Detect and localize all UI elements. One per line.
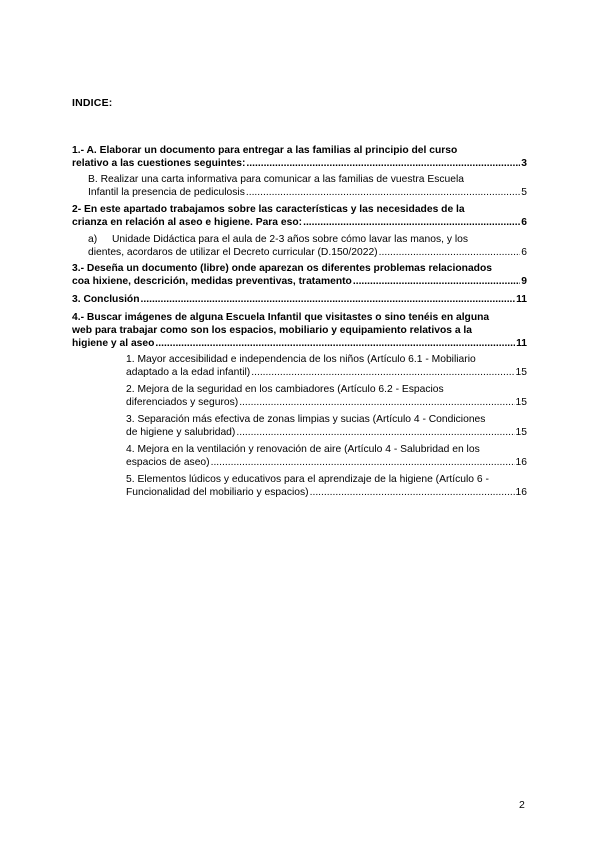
toc-entry-text: coa hixiene, descrición, medidas preventivas, tratamento [72, 276, 352, 287]
toc-page-number: 16 [515, 457, 527, 468]
toc-subentry-3[interactable] [126, 413, 527, 439]
toc-entry-1a[interactable] [72, 144, 527, 170]
toc-entry-text: 2- En este apartado trabajamos sobre las características y las necesidades de la [72, 204, 465, 215]
toc-entry-text: B. Realizar una carta informativa para comunicar a las familias de vuestra Escuela [88, 174, 465, 185]
toc-entry-text: higiene y al aseo [72, 338, 155, 349]
toc-entry-3[interactable] [72, 262, 527, 288]
toc-entry-2[interactable] [72, 203, 527, 229]
toc-entry-text: 4.- Buscar imágenes de alguna Escuela Infantil que visitastes o sino tenéis en alguna [72, 312, 490, 323]
toc-subentry-2[interactable] [126, 383, 527, 409]
dot-leader [251, 366, 514, 379]
toc-page-number: 11 [516, 294, 527, 305]
toc-entry-text: 3. Conclusión [72, 294, 140, 305]
toc-entry-prefix: a) [88, 234, 98, 245]
toc-entry-text: adaptado a la edad infantil) [126, 367, 251, 378]
index-heading: INDICE: [72, 97, 113, 109]
toc-page-number: 11 [516, 338, 527, 349]
toc-page-number: 15 [515, 367, 527, 378]
toc-entry-text: 1. Mayor accesibilidad e independencia de los niños (Artículo 6.1 - Mobiliario [126, 354, 476, 365]
toc-entry-text: 1.- A. Elaborar un documento para entregar a las familias al principio del curso [72, 145, 458, 156]
toc-page-number: 9 [521, 276, 527, 287]
toc-entry-text: Funcionalidad del mobiliario y espacios) [126, 487, 309, 498]
toc-entry-2a[interactable] [88, 233, 527, 259]
toc-entry-conclusion[interactable] [72, 293, 527, 306]
toc-page-number: 6 [521, 217, 527, 228]
dot-leader [211, 456, 515, 469]
toc-entry-text: relativo a las cuestiones seguintes: [72, 158, 246, 169]
toc-entry-text: web para trabajar como son los espacios, mobiliario y equipamiento relativos a la [72, 325, 472, 336]
dot-leader [141, 293, 516, 306]
dot-leader [379, 246, 521, 259]
toc-entry-4[interactable] [72, 311, 527, 350]
toc-entry-text: dientes, acordaros de utilizar el Decreto curricular (D.150/2022) [88, 247, 378, 258]
toc-page-number: 3 [521, 158, 527, 169]
toc-entry-text: crianza en relación al aseo e higiene. Para eso: [72, 217, 303, 228]
toc-entry-text: 4. Mejora en la ventilación y renovación de aire (Artículo 4 - Salubridad en los [126, 444, 480, 455]
toc-entry-text: 5. Elementos lúdicos y educativos para el aprendizaje de la higiene (Artículo 6 - [126, 474, 489, 485]
toc-page-number: 6 [521, 247, 527, 258]
toc-entry-text: 2. Mejora de la seguridad en los cambiadores (Artículo 6.2 - Espacios [126, 384, 444, 395]
toc-page-number: 5 [521, 187, 527, 198]
toc-entry-1b[interactable] [88, 173, 527, 199]
toc-page-number: 16 [515, 487, 527, 498]
toc-page-number: 15 [515, 427, 527, 438]
toc-entry-text: de higiene y salubridad) [126, 427, 236, 438]
dot-leader [236, 426, 514, 439]
dot-leader [246, 157, 520, 170]
toc-entry-text: espacios de aseo) [126, 457, 210, 468]
toc-entry-text: Infantil la presencia de pediculosis [88, 187, 245, 198]
page-number: 2 [519, 799, 525, 811]
toc-subentry-5[interactable] [126, 473, 527, 499]
dot-leader [246, 186, 520, 199]
dot-leader [239, 396, 514, 409]
toc-entry-text: 3.- Deseña un documento (libre) onde aparezan os diferentes problemas relacionados [72, 263, 492, 274]
dot-leader [310, 486, 515, 499]
toc-entry-text: 3. Separación más efectiva de zonas limpias y sucias (Artículo 4 - Condiciones [126, 414, 486, 425]
table-of-contents [72, 144, 527, 499]
dot-leader [155, 337, 515, 350]
toc-entry-text: diferenciados y seguros) [126, 397, 239, 408]
toc-entry-text: Unidade Didáctica para el aula de 2-3 años sobre cómo lavar las manos, y los [112, 234, 469, 245]
dot-leader [303, 216, 520, 229]
dot-leader [353, 275, 520, 288]
toc-subentry-1[interactable] [126, 353, 527, 379]
toc-page-number: 15 [515, 397, 527, 408]
toc-subentry-4[interactable] [126, 443, 527, 469]
